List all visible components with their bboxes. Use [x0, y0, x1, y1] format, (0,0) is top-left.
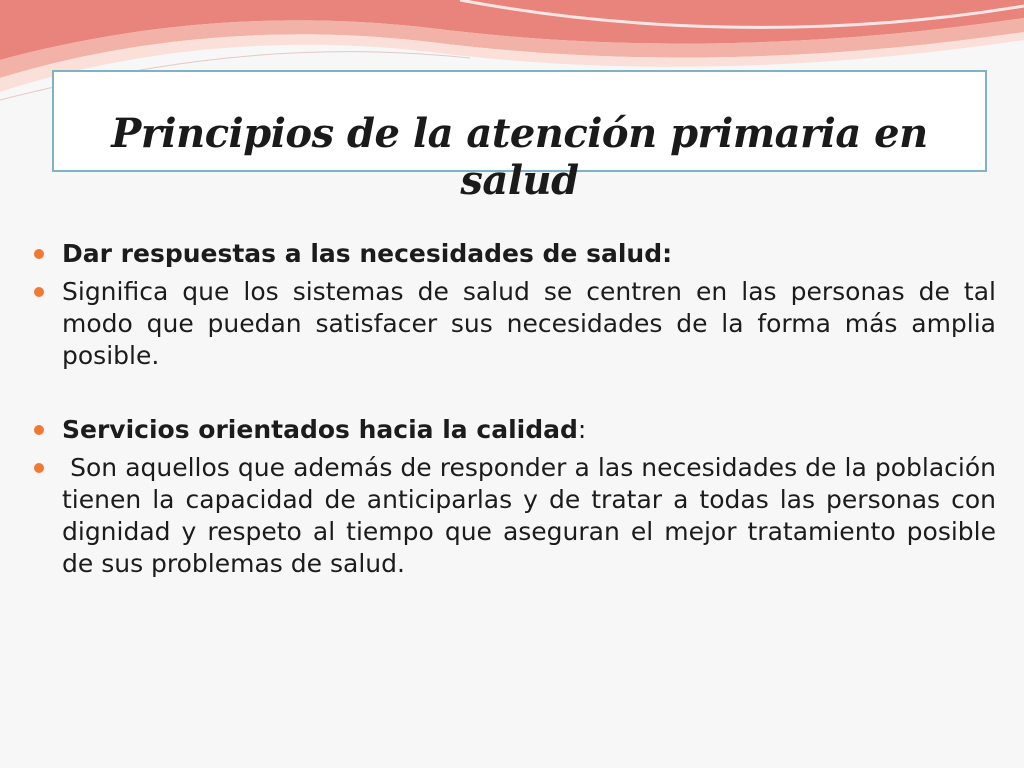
bullet-dot-icon — [34, 249, 44, 259]
bullet-dot-icon — [34, 463, 44, 473]
heading-colon: : — [577, 415, 587, 444]
body-text: Son aquellos que además de responder a las necesidades de la población tienen la capacidad de anticiparlas y de tratar a todas las personas con dignidad y respeto al tiempo que aseguran el mejor tratamiento posible de sus problemas de salud. — [62, 453, 1004, 578]
bullet-heading-1 — [30, 238, 996, 270]
bullet-dot-icon — [34, 287, 44, 297]
bullet-list — [30, 238, 1004, 580]
bullet-text-1 — [30, 276, 996, 372]
heading-text: Servicios orientados hacia la calidad — [62, 415, 578, 444]
heading-text: Dar respuestas a las necesidades de salud: — [62, 239, 673, 268]
slide-title: Principios de la atención primaria en salud — [111, 110, 928, 204]
bullet-text-2 — [30, 452, 1004, 580]
bullet-dot-icon — [34, 425, 44, 435]
bullet-heading-2 — [30, 414, 996, 446]
title-box — [52, 70, 987, 204]
body-text: Significa que los sistemas de salud se centren en las personas de tal modo que puedan satisfacer sus necesidades de la forma más amplia posible. — [62, 277, 996, 370]
